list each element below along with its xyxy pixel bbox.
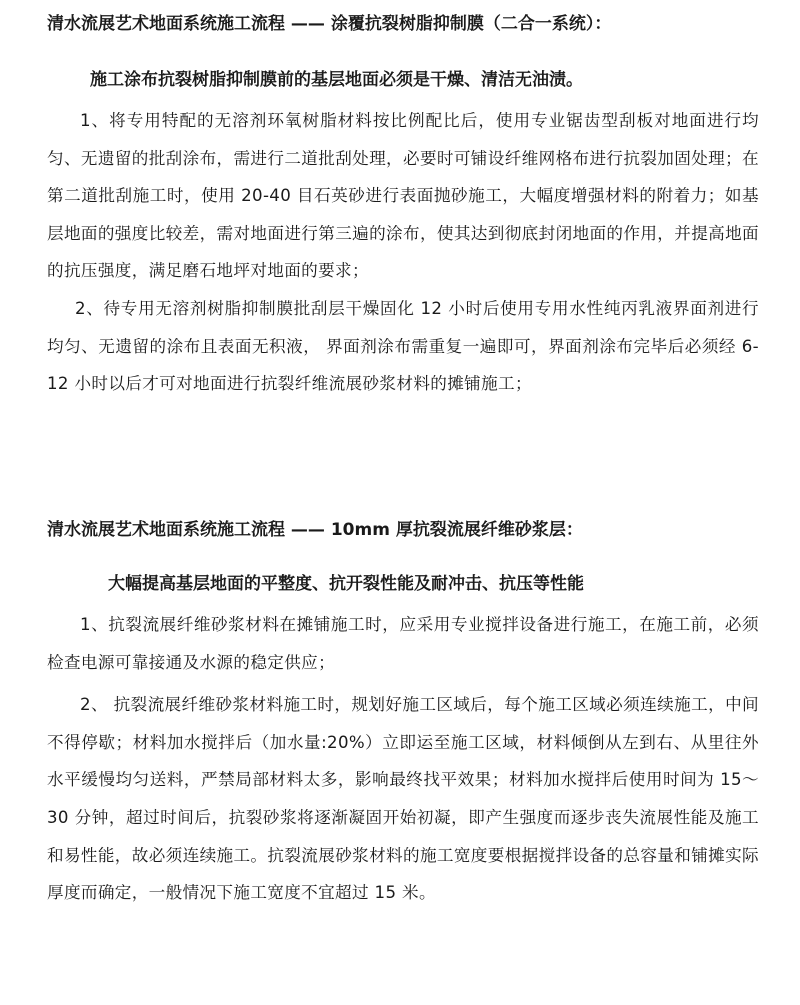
paragraph-step-1: 1、将专用特配的无溶剂环氧树脂材料按比例配比后，使用专业锯齿型刮板对地面进行均匀、无遗留的批刮涂布，需进行二道批刮处理，必要时可铺设纤维网格布进行抗裂加固处理；在第二道批刮施工时，使用 20-40 目石英砂进行表面抛砂施工，大幅度增强材料的附着力；如基层地面的强度比较差，需对地面进行第三遍的涂布，使其达到彻底封闭地面的作用，并提高地面的抗压强度，满足磨石地坪对地面的要求； bbox=[47, 111, 759, 281]
section-heading: 清水流展艺术地面系统施工流程 —— 10mm 厚抗裂流展纤维砂浆层： bbox=[47, 520, 583, 540]
section-subheading: 大幅提高基层地面的平整度、抗开裂性能及耐冲击、抗压等性能 bbox=[108, 574, 584, 594]
section-subheading: 施工涂布抗裂树脂抑制膜前的基层地面必须是干燥、清洁无油渍。 bbox=[90, 70, 583, 90]
section-heading: 清水流展艺术地面系统施工流程 —— 涂覆抗裂树脂抑制膜（二合一系统）： bbox=[47, 14, 612, 34]
section-fiber-mortar bbox=[0, 518, 800, 912]
paragraph-step-2: 2、 抗裂流展纤维砂浆材料施工时，规划好施工区域后，每个施工区域必须连续施工，中间不得停歇；材料加水搅拌后（加水量:20%）立即运至施工区域，材料倾倒从左到右、从里往外水平缓慢均匀送料，严禁局部材料太多，影响最终找平效果；材料加水搅拌后使用时间为 15～30 分钟，超过时间后，抗裂砂浆将逐渐凝固开始初凝，即产生强度而逐步丧失流展性能及施工和易性能，故必须连续施工。抗裂流展砂浆材料的施工宽度要根据搅拌设备的总容量和铺摊实际厚度而确定，一般情况下施工宽度不宜超过 15 米。 bbox=[47, 695, 759, 903]
paragraph-step-1: 1、抗裂流展纤维砂浆材料在摊铺施工时，应采用专业搅拌设备进行施工，在施工前，必须检查电源可靠接通及水源的稳定供应； bbox=[47, 615, 759, 672]
section-resin-membrane bbox=[0, 12, 800, 403]
paragraph-step-2: 2、待专用无溶剂树脂抑制膜批刮层干燥固化 12 小时后使用专用水性纯丙乳液界面剂进行均匀、无遗留的涂布且表面无积液， 界面剂涂布需重复一遍即可，界面剂涂布完毕后必须经 6-12 小时以后才可对地面进行抗裂纤维流展砂浆材料的摊铺施工； bbox=[47, 298, 759, 394]
